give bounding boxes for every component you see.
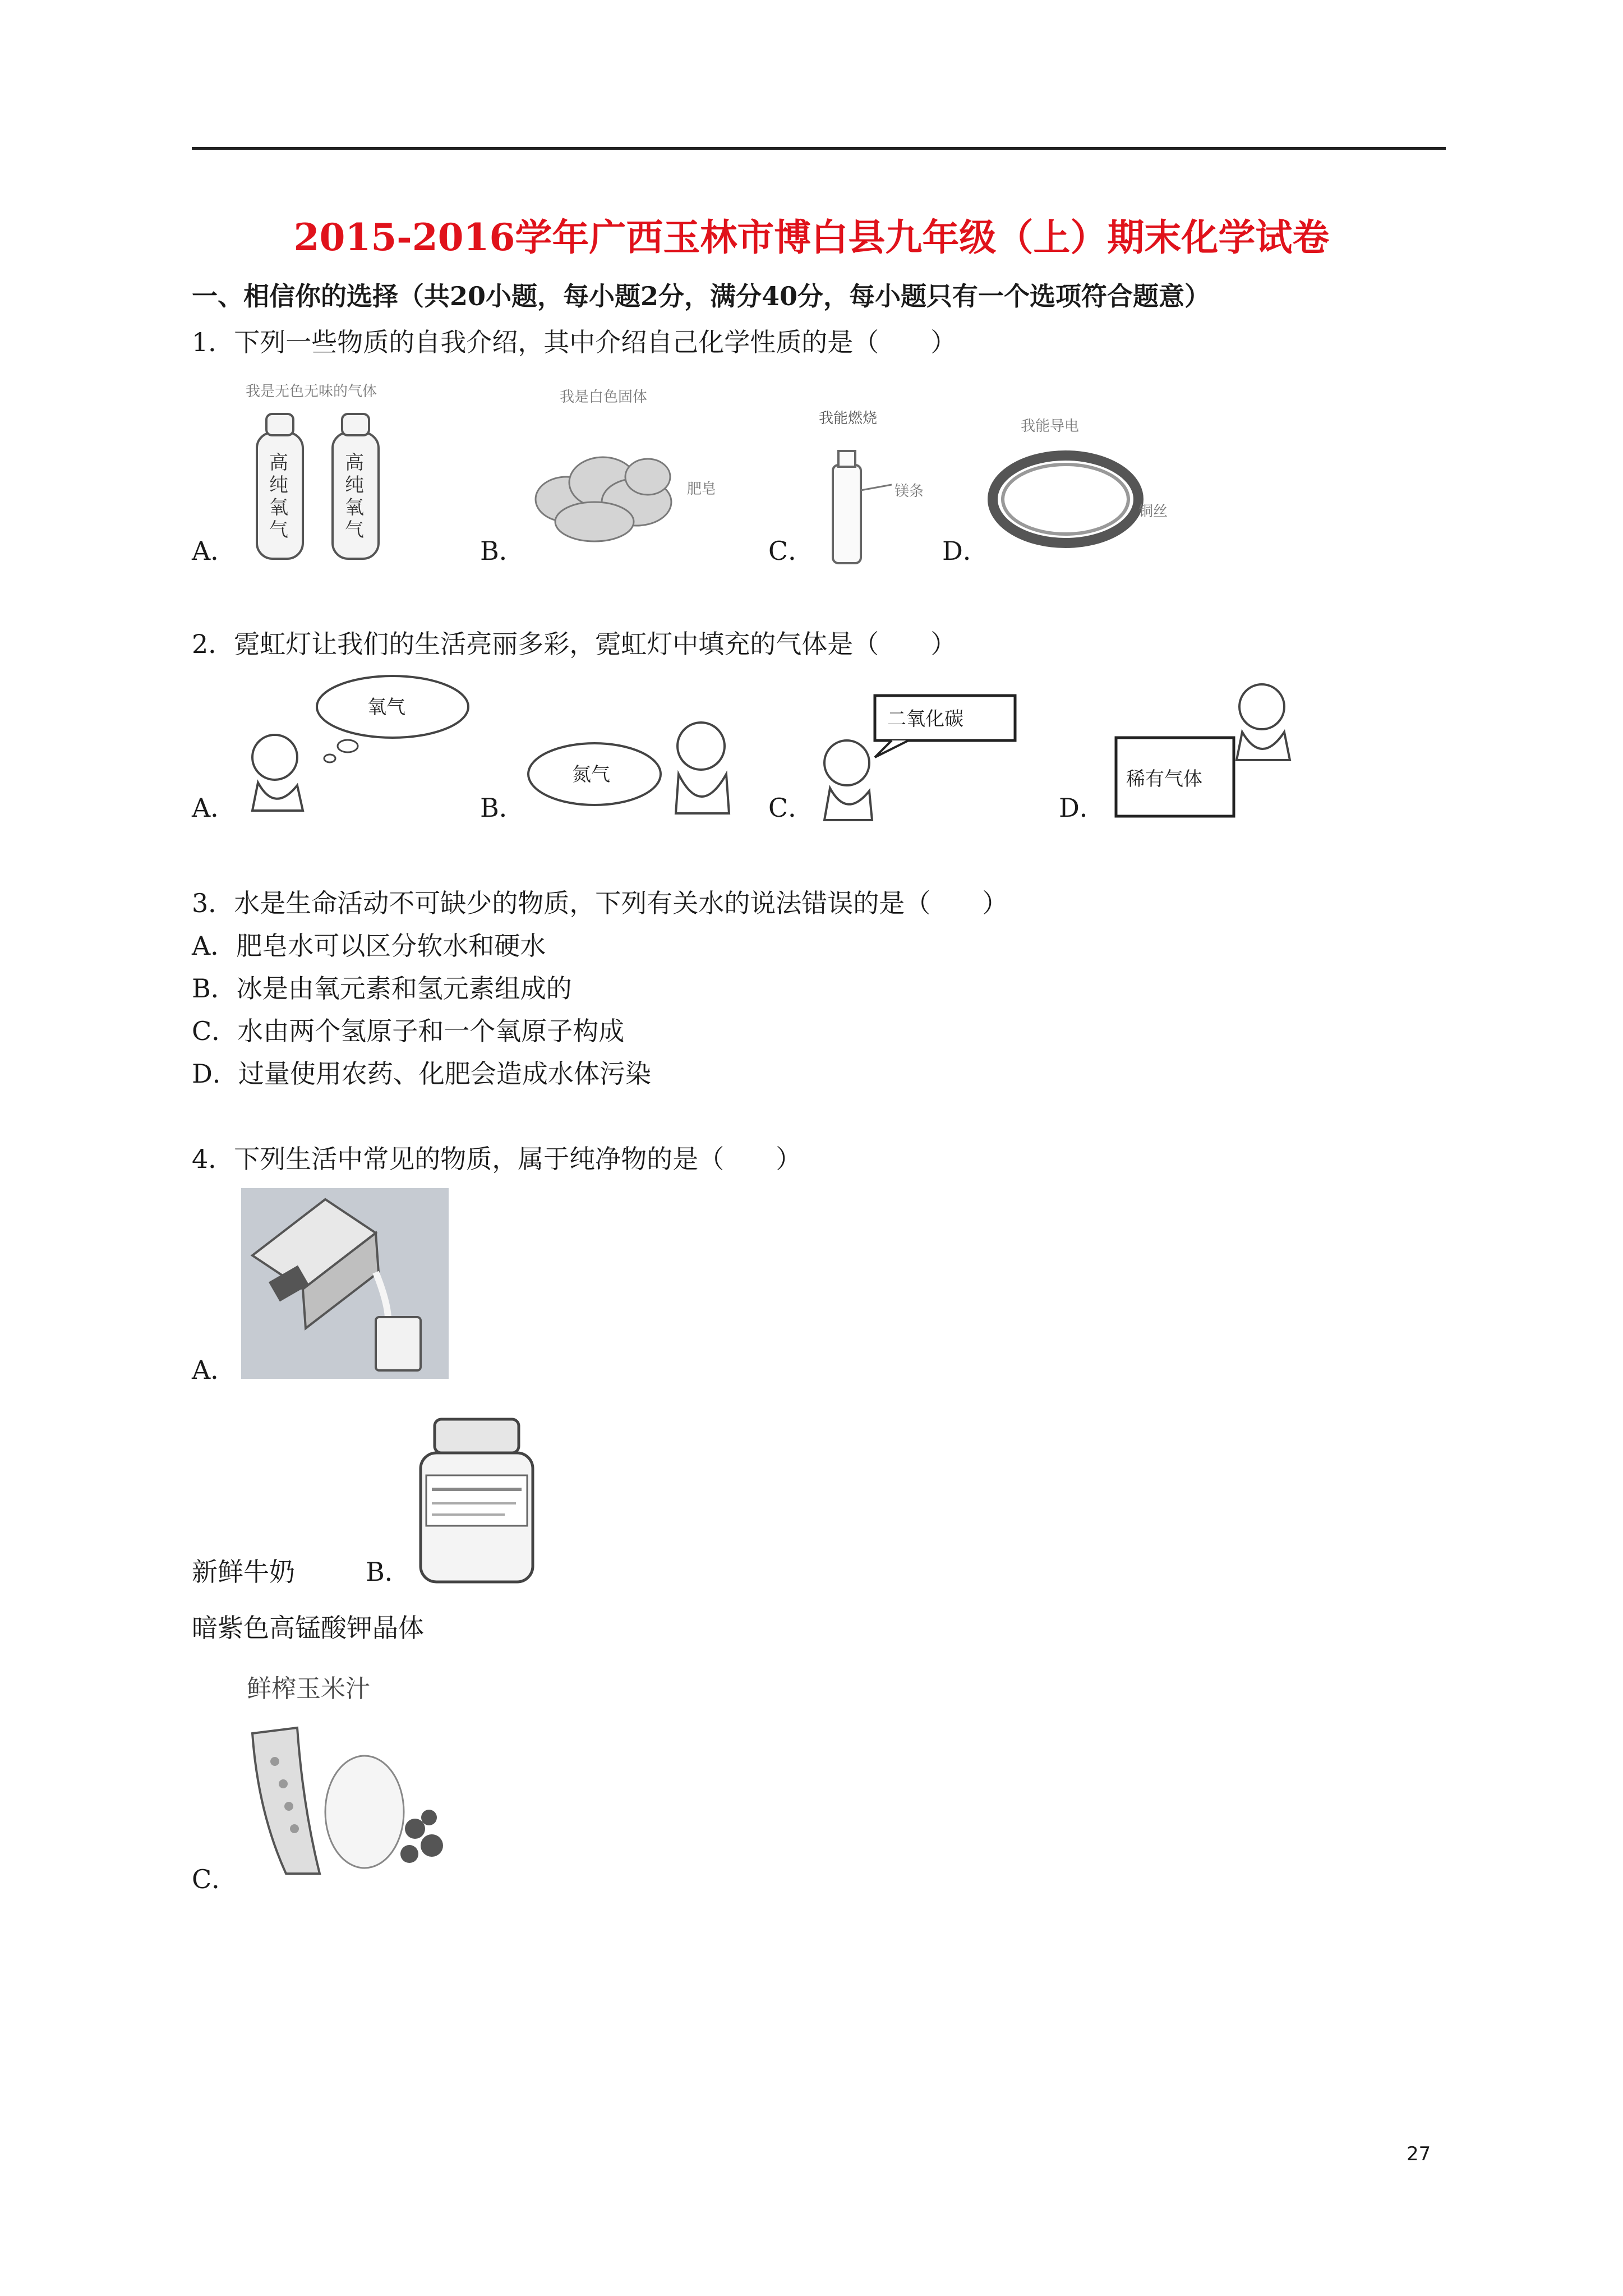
q2-stem: 2．霓虹灯让我们的生活亮丽多彩，霓虹灯中填充的气体是（ ）	[192, 629, 957, 659]
q3-option-c[interactable]: C．水由两个氢原子和一个氧原子构成	[192, 1016, 625, 1046]
q4-potassium-permanganate-jar-image	[409, 1414, 544, 1588]
q4-option-b[interactable]: B．	[366, 1557, 411, 1587]
q1-option-b[interactable]: B．	[480, 536, 525, 566]
q2-girl-noble-gas-image	[1110, 676, 1312, 822]
q4-corn-juice-image	[236, 1666, 460, 1879]
q3-option-b[interactable]: B．冰是由氧元素和氢元素组成的	[192, 973, 572, 1004]
svg-text:我是白色固体: 我是白色固体	[560, 389, 648, 406]
q4-milk-image	[241, 1188, 449, 1379]
header-rule	[192, 147, 1446, 150]
q1-option-a[interactable]: A．	[192, 536, 237, 566]
svg-text:铜丝: 铜丝	[1138, 503, 1168, 520]
q4-juice-label: 鲜榨玉米汁	[247, 1674, 370, 1703]
q2-bubble-c: 二氧化碳	[887, 708, 963, 730]
q2-boy-co2-image	[808, 690, 1032, 825]
q1-copper-wire-image	[987, 415, 1189, 567]
q4-option-c[interactable]: C．	[192, 1864, 238, 1894]
q2-girl-nitrogen-image	[527, 707, 751, 819]
svg-text:高纯氧气 高纯氧气: 高纯氧气 高纯氧气	[269, 452, 364, 541]
q4-stem: 4．下列生活中常见的物质，属于纯净物的是（ ）	[192, 1144, 802, 1174]
svg-text:镁条: 镁条	[895, 483, 924, 500]
q2-option-b[interactable]: B．	[480, 793, 525, 823]
q2-option-a[interactable]: A．	[192, 793, 237, 823]
exam-title: 2015-2016学年广西玉林市博白县九年级（上）期末化学试卷	[293, 215, 1330, 259]
q4-caption-a: 新鲜牛奶	[192, 1557, 295, 1587]
q1-burning-magnesium-image	[808, 406, 965, 569]
page-number: 27	[1407, 2143, 1431, 2165]
q1-option-d[interactable]: D．	[942, 536, 989, 566]
q1-white-solid-image	[533, 387, 746, 550]
q3-stem: 3．水是生命活动不可缺少的物质，下列有关水的说法错误的是（ ）	[192, 888, 1008, 918]
svg-text:我能燃烧: 我能燃烧	[819, 410, 878, 427]
q2-bubble-b: 氮气	[572, 763, 610, 786]
q2-boy-oxygen-image	[236, 673, 471, 819]
q2-bubble-a: 氧气	[367, 696, 405, 719]
q1-stem: 1．下列一些物质的自我介绍，其中介绍自己化学性质的是（ ）	[192, 327, 957, 357]
svg-text:我能导电: 我能导电	[1021, 418, 1080, 435]
svg-text:肥皂: 肥皂	[687, 481, 717, 498]
q2-bubble-d: 稀有气体	[1126, 768, 1202, 790]
q1-option-c[interactable]: C．	[768, 536, 814, 566]
q3-option-a[interactable]: A．肥皂水可以区分软水和硬水	[192, 931, 546, 961]
q4-caption-b: 暗紫色高锰酸钾晶体	[192, 1613, 424, 1643]
q3-option-d[interactable]: D．过量使用农药、化肥会造成水体污染	[192, 1059, 651, 1089]
q2-option-c[interactable]: C．	[768, 793, 814, 823]
q2-option-d[interactable]: D．	[1059, 793, 1105, 823]
q4-option-a[interactable]: A．	[192, 1355, 237, 1385]
section-heading: 一、相信你的选择（共20小题，每小题2分，满分40分，每小题只有一个选项符合题意）	[192, 281, 1211, 311]
q1-oxygen-cylinders-image	[240, 379, 464, 564]
q1-caption-a: 我是无色无味的气体	[246, 383, 377, 400]
